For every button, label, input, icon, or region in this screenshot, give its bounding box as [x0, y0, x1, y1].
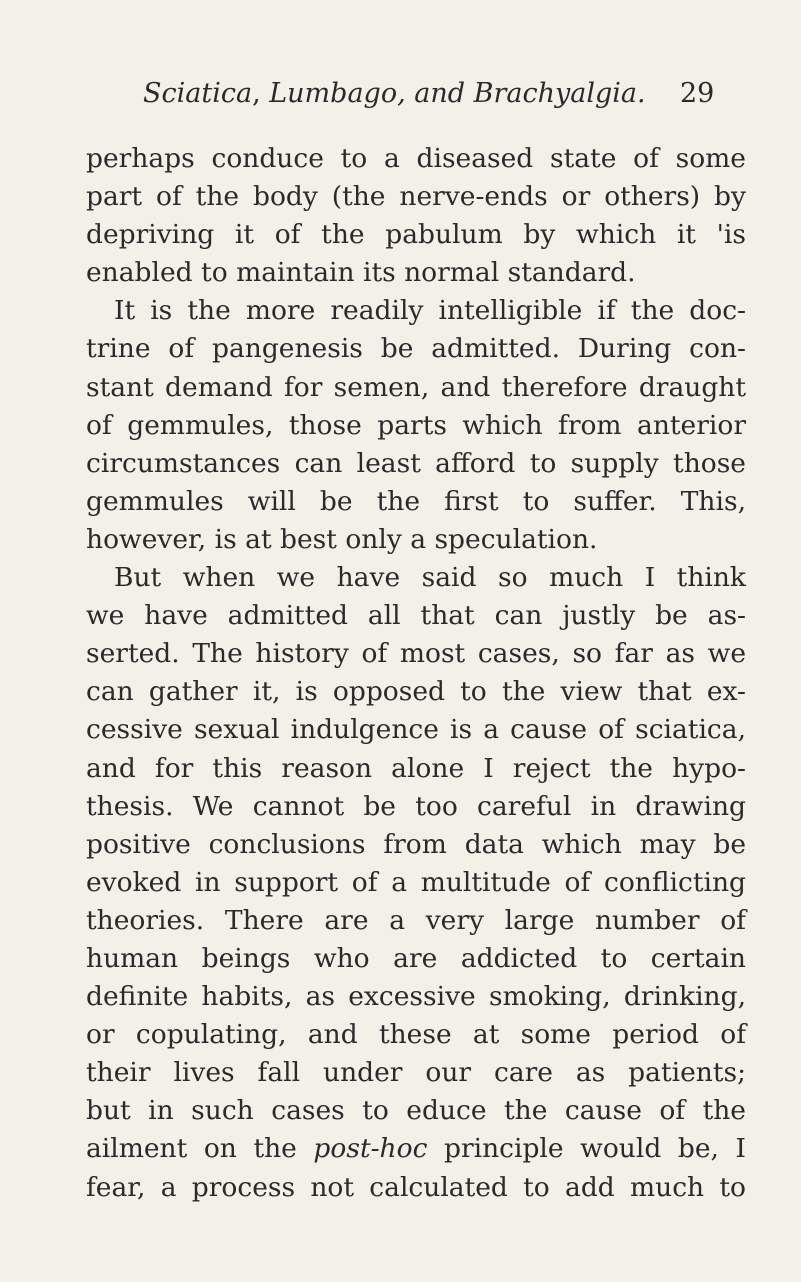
text-line: their lives fall under our care as patients;	[86, 1057, 746, 1089]
text-line: and for this reason alone I reject the hypo-	[86, 752, 746, 784]
text-line: enabled to maintain its normal standard.	[86, 257, 636, 289]
text-line-post-hoc	[86, 1130, 746, 1168]
text-line: however, is at best only a speculation.	[86, 523, 598, 555]
text-line: perhaps conduce to a diseased state of some	[86, 143, 746, 174]
text-line: gemmules will be the first to suffer. This,	[86, 485, 746, 517]
text-line: depriving it of the pabulum by which it 'is	[86, 219, 746, 251]
text-line: of gemmules, those parts which from anterior	[86, 409, 746, 441]
text-line: we have admitted all that can justly be as-	[86, 600, 746, 632]
text-line: definite habits, as excessive smoking, drinking,	[86, 981, 746, 1013]
running-head-sciatica: Sciatica	[143, 78, 253, 109]
running-head-and: , and	[397, 78, 474, 109]
running-head	[143, 78, 743, 110]
text-line: fear, a process not calculated to add much to	[86, 1171, 746, 1203]
running-head-lumbago: Lumbago	[269, 78, 398, 109]
text-line: but in such cases to educe the cause of the	[86, 1095, 746, 1127]
page-number: 29	[680, 78, 715, 109]
italic-term-post-hoc: post-hoc	[313, 1133, 428, 1165]
running-head-separator: ,	[252, 78, 270, 109]
body-text	[86, 140, 746, 1207]
text-line: cessive sexual indulgence is a cause of sciatica,	[86, 714, 746, 746]
text-line: or copulating, and these at some period of	[86, 1019, 746, 1051]
text-line: trine of pangenesis be admitted. During con-	[86, 333, 746, 365]
text-line: stant demand for semen, and therefore draught	[86, 371, 746, 403]
text-line: serted. The history of most cases, so far as we	[86, 638, 746, 670]
text-line: theories. There are a very large number of	[86, 904, 746, 936]
running-head-brachyalgia: Brachyalgia.	[473, 78, 646, 109]
text-line: It is the more readily intelligible if the doc-	[114, 295, 746, 327]
text-line: But when we have said so much I think	[114, 562, 746, 594]
text-line: can gather it, is opposed to the view that ex-	[86, 676, 746, 708]
text-segment: principle would be, I	[427, 1133, 746, 1165]
text-line: part of the body (the nerve-ends or others) by	[86, 181, 746, 213]
text-line: evoked in support of a multitude of conflicting	[86, 866, 746, 898]
text-line: circumstances can least afford to supply those	[86, 447, 746, 479]
text-line: human beings who are addicted to certain	[86, 942, 746, 974]
text-line: thesis. We cannot be too careful in drawing	[86, 790, 746, 822]
text-line: positive conclusions from data which may be	[86, 828, 746, 860]
text-segment: ailment on the	[86, 1133, 314, 1165]
